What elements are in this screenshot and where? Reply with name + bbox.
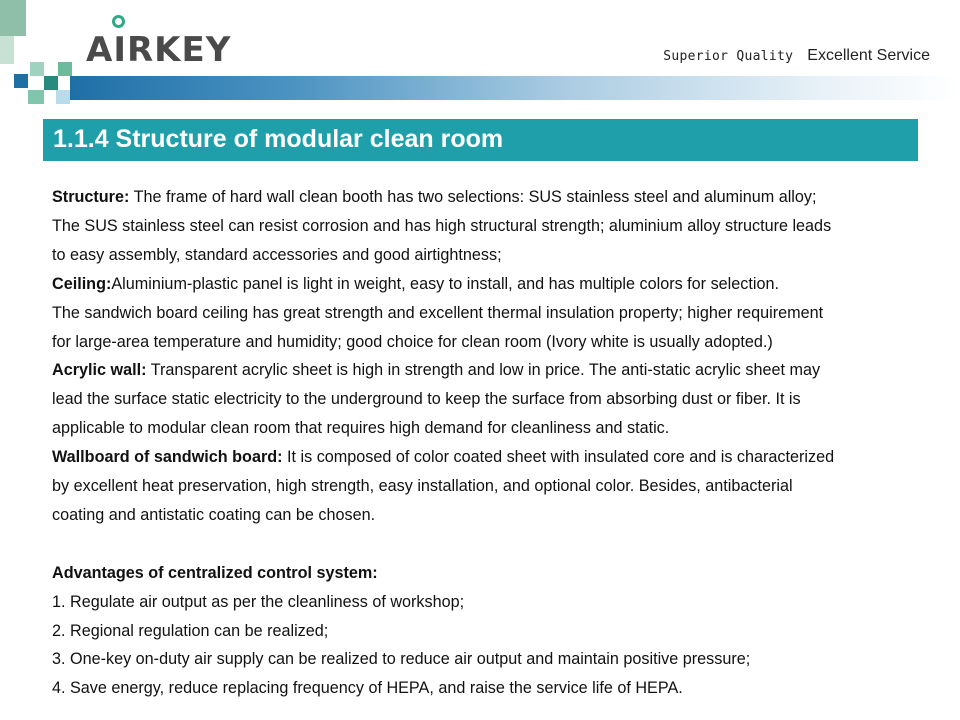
header-gradient-bar — [70, 76, 960, 100]
acrylic-line-1 — [52, 356, 932, 385]
spacer — [52, 530, 932, 559]
wallboard-line-1 — [52, 443, 932, 472]
acrylic-line-3: applicable to modular clean room that requires high demand for cleanliness and static. — [52, 419, 670, 438]
logo-ring-icon — [112, 15, 125, 28]
corner-square — [58, 62, 72, 76]
corner-square — [44, 76, 58, 90]
corner-square — [14, 74, 28, 88]
acrylic-line-2: lead the surface static electricity to the underground to keep the surface from absorbing dust or fiber. It is — [52, 390, 801, 409]
acrylic-text: Transparent acrylic sheet is high in strength and low in price. The anti-static acrylic sheet may — [146, 361, 821, 380]
acrylic-label: Acrylic wall: — [52, 361, 147, 380]
corner-square — [30, 62, 44, 76]
tagline — [663, 47, 930, 65]
corner-square — [28, 90, 44, 104]
corner-square — [0, 36, 14, 64]
advantage-item: 2. Regional regulation can be realized; — [52, 621, 329, 640]
advantage-item: 1. Regulate air output as per the cleanliness of workshop; — [52, 592, 465, 611]
wallboard-line-3: coating and antistatic coating can be chosen. — [52, 505, 376, 524]
ceiling-label: Ceiling: — [52, 274, 112, 293]
title-bar — [43, 119, 918, 161]
ceiling-line-3: for large-area temperature and humidity; good choice for clean room (Ivory white is usually adopted.) — [52, 332, 773, 351]
page-title: 1.1.4 Structure of modular clean room — [53, 125, 504, 153]
body-content — [52, 183, 932, 703]
structure-line-2: The SUS stainless steel can resist corrosion and has high structural strength; aluminium alloy structure leads — [52, 216, 832, 235]
structure-text: The frame of hard wall clean booth has two selections: SUS stainless steel and aluminum alloy; — [129, 188, 817, 206]
corner-square — [56, 90, 70, 104]
wallboard-line-2: by excellent heat preservation, high strength, easy installation, and optional color. Besides, antibacterial — [52, 477, 793, 496]
tagline-service: Excellent Service — [807, 47, 930, 64]
advantage-item: 4. Save energy, reduce replacing frequency of HEPA, and raise the service life of HEPA. — [52, 679, 683, 698]
ceiling-line-2: The sandwich board ceiling has great strength and excellent thermal insulation property; higher requirement — [52, 303, 824, 322]
wallboard-label: Wallboard of sandwich board: — [52, 448, 283, 467]
company-logo: AIRKEY — [86, 30, 232, 70]
wallboard-text: It is composed of color coated sheet with insulated core and is characterized — [282, 448, 835, 467]
structure-line-1 — [52, 183, 932, 212]
structure-label: Structure: — [52, 188, 130, 206]
advantage-item: 3. One-key on-duty air supply can be realized to reduce air output and maintain positive pressure; — [52, 650, 751, 669]
ceiling-text: Aluminium-plastic panel is light in weight, easy to install, and has multiple colors for selection. — [111, 274, 779, 293]
structure-line-3: to easy assembly, standard accessories and good airtightness; — [52, 245, 502, 264]
corner-square — [0, 0, 26, 36]
ceiling-line-1 — [52, 270, 932, 299]
tagline-quality: Superior Quality — [663, 49, 794, 64]
advantages-heading: Advantages of centralized control system: — [52, 563, 378, 582]
